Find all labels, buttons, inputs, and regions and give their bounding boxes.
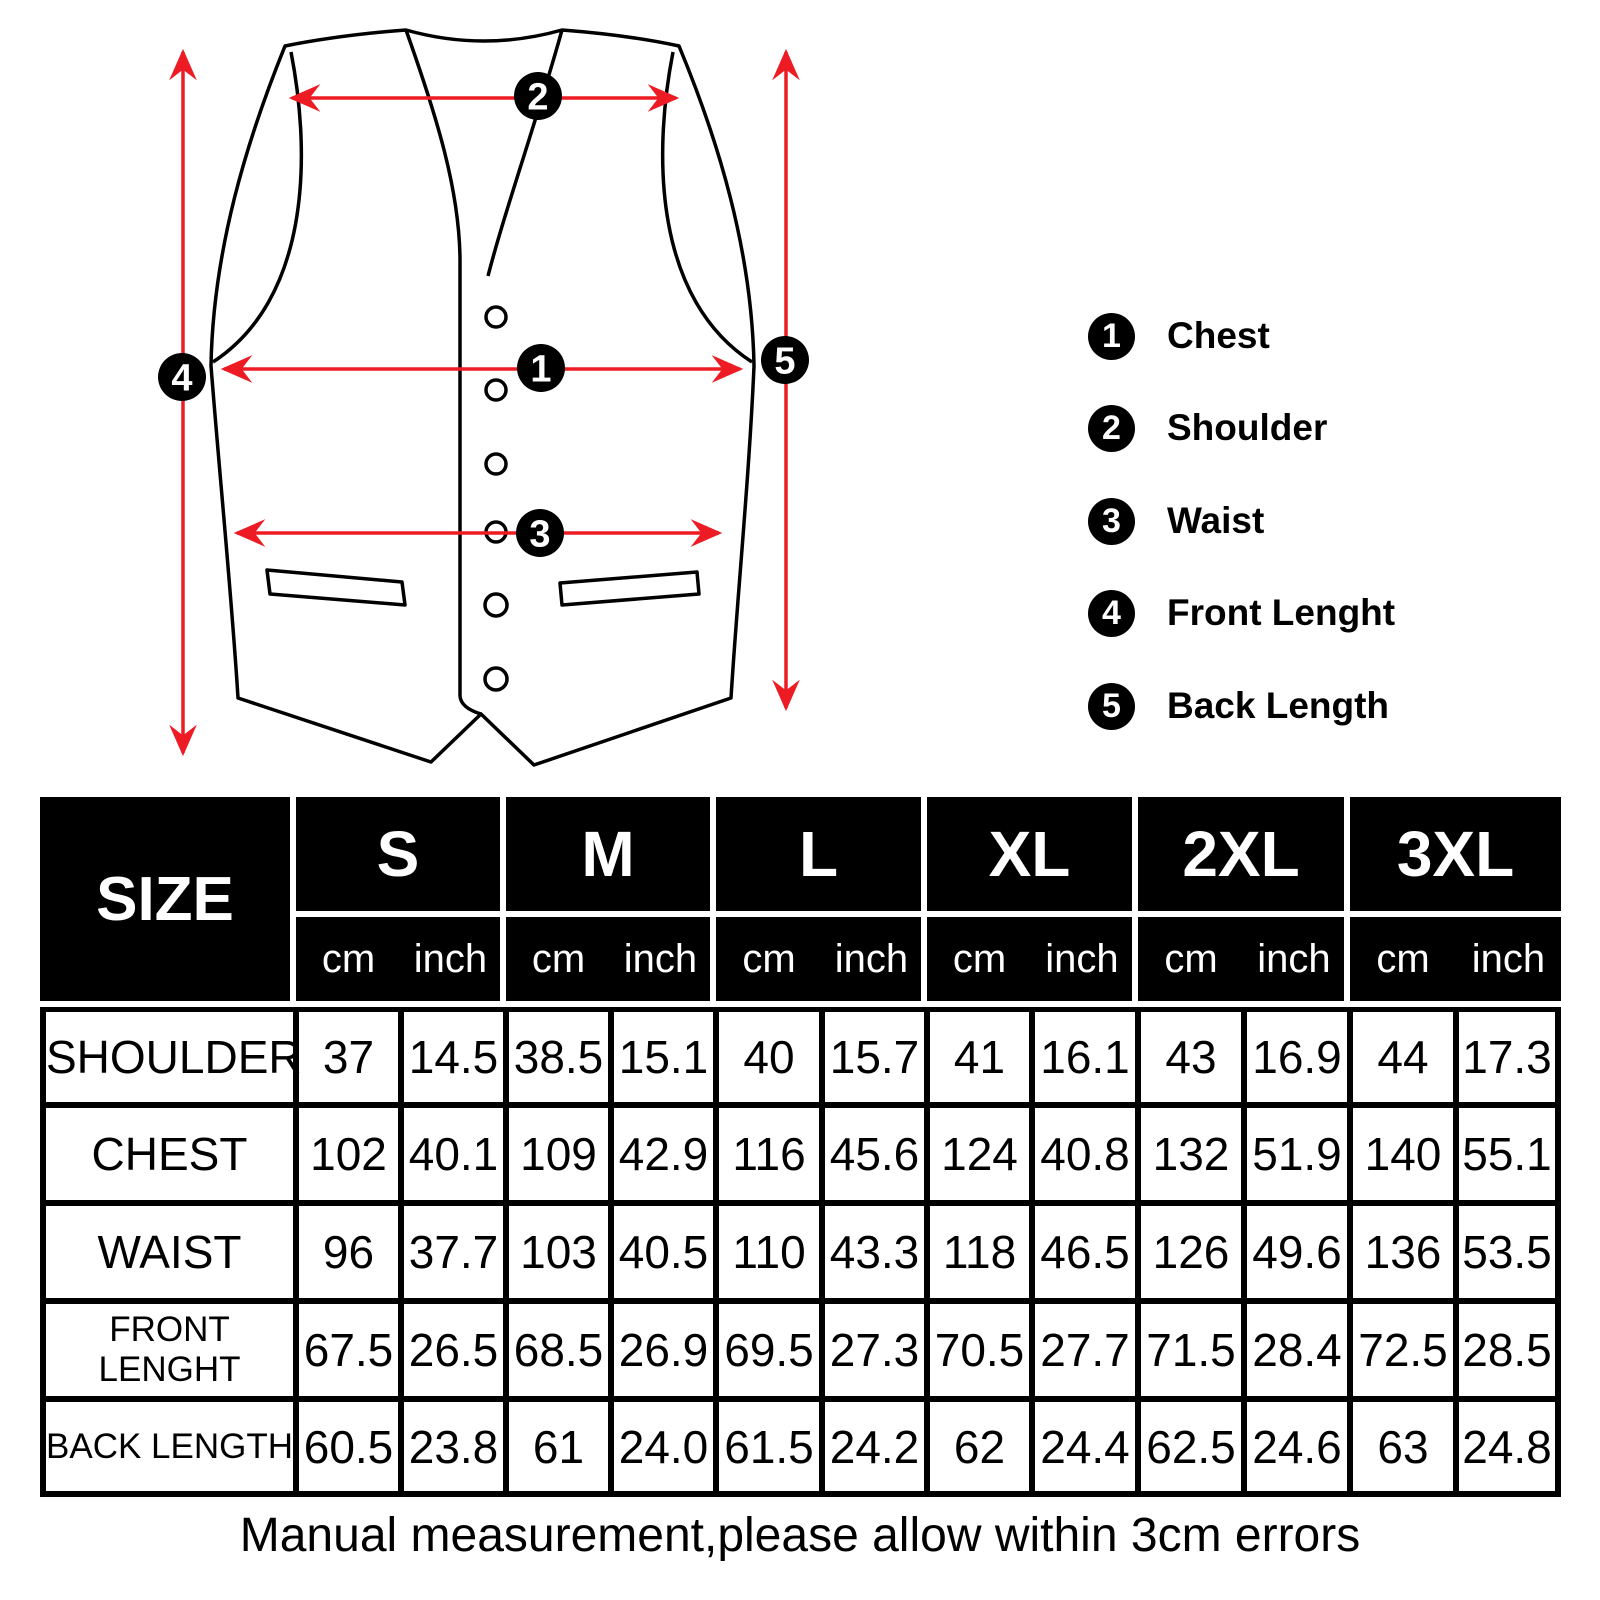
legend-item-chest bbox=[1088, 312, 1270, 360]
size-header-row bbox=[40, 797, 1561, 917]
value-cell: 140 bbox=[1350, 1105, 1456, 1203]
value-cell: 62.5 bbox=[1138, 1399, 1244, 1497]
row-label: WAIST bbox=[40, 1203, 296, 1301]
value-cell: 41 bbox=[927, 1007, 1032, 1105]
size-col-header-xl: XL bbox=[927, 797, 1138, 917]
row-label: BACK LENGTH bbox=[40, 1399, 296, 1497]
value-cell: 37.7 bbox=[401, 1203, 506, 1301]
value-cell: 38.5 bbox=[506, 1007, 611, 1105]
value-cell: 69.5 bbox=[716, 1301, 822, 1399]
legend-badge-1: 1 bbox=[1088, 313, 1135, 360]
size-col-header-2xl: 2XL bbox=[1138, 797, 1350, 917]
button-icon bbox=[485, 594, 507, 616]
svg-text:4: 4 bbox=[171, 357, 193, 400]
size-table bbox=[40, 797, 1561, 1497]
unit-header-inch: inch bbox=[611, 917, 716, 1007]
value-cell: 67.5 bbox=[296, 1301, 401, 1399]
value-cell: 45.6 bbox=[822, 1105, 927, 1203]
value-cell: 44 bbox=[1350, 1007, 1456, 1105]
value-cell: 96 bbox=[296, 1203, 401, 1301]
value-cell: 24.0 bbox=[611, 1399, 716, 1497]
button-icon bbox=[486, 380, 506, 400]
value-cell: 40.8 bbox=[1032, 1105, 1138, 1203]
value-cell: 37 bbox=[296, 1007, 401, 1105]
value-cell: 70.5 bbox=[927, 1301, 1032, 1399]
svg-text:2: 2 bbox=[527, 76, 549, 119]
table-row-back-length bbox=[40, 1399, 1561, 1497]
svg-text:1: 1 bbox=[530, 348, 552, 391]
value-cell: 51.9 bbox=[1244, 1105, 1350, 1203]
value-cell: 40.5 bbox=[611, 1203, 716, 1301]
value-cell: 17.3 bbox=[1456, 1007, 1561, 1105]
unit-header-cm: cm bbox=[716, 917, 822, 1007]
value-cell: 61 bbox=[506, 1399, 611, 1497]
value-cell: 102 bbox=[296, 1105, 401, 1203]
table-row-front-length bbox=[40, 1301, 1561, 1399]
unit-header-inch: inch bbox=[1032, 917, 1138, 1007]
value-cell: 110 bbox=[716, 1203, 822, 1301]
row-label: FRONT LENGHT bbox=[40, 1301, 296, 1399]
legend-item-shoulder bbox=[1088, 404, 1327, 452]
unit-header-cm: cm bbox=[296, 917, 401, 1007]
vest-measurement-diagram bbox=[0, 0, 1050, 800]
row-label: SHOULDER bbox=[40, 1007, 296, 1105]
value-cell: 55.1 bbox=[1456, 1105, 1561, 1203]
value-cell: 72.5 bbox=[1350, 1301, 1456, 1399]
size-corner-header: SIZE bbox=[40, 797, 296, 1007]
legend-label-shoulder: Shoulder bbox=[1167, 407, 1328, 448]
svg-text:5: 5 bbox=[774, 340, 796, 383]
table-row-shoulder bbox=[40, 1007, 1561, 1105]
table-row-chest bbox=[40, 1105, 1561, 1203]
value-cell: 46.5 bbox=[1032, 1203, 1138, 1301]
value-cell: 27.7 bbox=[1032, 1301, 1138, 1399]
legend-badge-2: 2 bbox=[1088, 405, 1135, 452]
legend-badge-3: 3 bbox=[1088, 498, 1135, 545]
value-cell: 28.5 bbox=[1456, 1301, 1561, 1399]
unit-header-cm: cm bbox=[506, 917, 611, 1007]
value-cell: 61.5 bbox=[716, 1399, 822, 1497]
value-cell: 42.9 bbox=[611, 1105, 716, 1203]
row-label: CHEST bbox=[40, 1105, 296, 1203]
value-cell: 26.5 bbox=[401, 1301, 506, 1399]
legend-badge-5: 5 bbox=[1088, 683, 1135, 730]
svg-text:3: 3 bbox=[529, 513, 551, 556]
unit-header-cm: cm bbox=[927, 917, 1032, 1007]
value-cell: 68.5 bbox=[506, 1301, 611, 1399]
value-cell: 16.1 bbox=[1032, 1007, 1138, 1105]
size-col-header-3xl: 3XL bbox=[1350, 797, 1561, 917]
value-cell: 24.4 bbox=[1032, 1399, 1138, 1497]
button-icon bbox=[485, 668, 507, 690]
measurement-disclaimer: Manual measurement,please allow within 3cm errors bbox=[239, 1509, 1361, 1562]
value-cell: 43 bbox=[1138, 1007, 1244, 1105]
value-cell: 116 bbox=[716, 1105, 822, 1203]
value-cell: 24.2 bbox=[822, 1399, 927, 1497]
legend-item-front-length bbox=[1088, 589, 1395, 637]
unit-header-cm: cm bbox=[1350, 917, 1456, 1007]
legend-label-chest: Chest bbox=[1167, 315, 1270, 356]
legend-label-back-length: Back Length bbox=[1167, 685, 1390, 726]
button-icon bbox=[486, 307, 506, 327]
value-cell: 43.3 bbox=[822, 1203, 927, 1301]
button-icon bbox=[486, 454, 506, 474]
value-cell: 27.3 bbox=[822, 1301, 927, 1399]
value-cell: 62 bbox=[927, 1399, 1032, 1497]
table-row-waist bbox=[40, 1203, 1561, 1301]
value-cell: 15.1 bbox=[611, 1007, 716, 1105]
legend-item-waist bbox=[1088, 497, 1264, 545]
value-cell: 103 bbox=[506, 1203, 611, 1301]
value-cell: 53.5 bbox=[1456, 1203, 1561, 1301]
value-cell: 40 bbox=[716, 1007, 822, 1105]
value-cell: 118 bbox=[927, 1203, 1032, 1301]
value-cell: 63 bbox=[1350, 1399, 1456, 1497]
value-cell: 60.5 bbox=[296, 1399, 401, 1497]
value-cell: 40.1 bbox=[401, 1105, 506, 1203]
legend-label-front-length: Front Lenght bbox=[1167, 592, 1396, 633]
value-cell: 24.8 bbox=[1456, 1399, 1561, 1497]
value-cell: 16.9 bbox=[1244, 1007, 1350, 1105]
value-cell: 15.7 bbox=[822, 1007, 927, 1105]
value-cell: 28.4 bbox=[1244, 1301, 1350, 1399]
value-cell: 49.6 bbox=[1244, 1203, 1350, 1301]
value-cell: 126 bbox=[1138, 1203, 1244, 1301]
value-cell: 24.6 bbox=[1244, 1399, 1350, 1497]
size-col-header-s: S bbox=[296, 797, 506, 917]
value-cell: 132 bbox=[1138, 1105, 1244, 1203]
value-cell: 109 bbox=[506, 1105, 611, 1203]
size-col-header-m: M bbox=[506, 797, 716, 917]
value-cell: 71.5 bbox=[1138, 1301, 1244, 1399]
legend-item-back-length bbox=[1088, 682, 1389, 730]
unit-header-inch: inch bbox=[1244, 917, 1350, 1007]
value-cell: 14.5 bbox=[401, 1007, 506, 1105]
size-col-header-l: L bbox=[716, 797, 927, 917]
value-cell: 124 bbox=[927, 1105, 1032, 1203]
unit-header-inch: inch bbox=[1456, 917, 1561, 1007]
legend-label-waist: Waist bbox=[1167, 500, 1265, 541]
unit-header-inch: inch bbox=[822, 917, 927, 1007]
value-cell: 136 bbox=[1350, 1203, 1456, 1301]
value-cell: 26.9 bbox=[611, 1301, 716, 1399]
value-cell: 23.8 bbox=[401, 1399, 506, 1497]
vest-outline bbox=[211, 30, 754, 765]
legend-badge-4: 4 bbox=[1088, 590, 1135, 637]
unit-header-cm: cm bbox=[1138, 917, 1244, 1007]
unit-header-inch: inch bbox=[401, 917, 506, 1007]
